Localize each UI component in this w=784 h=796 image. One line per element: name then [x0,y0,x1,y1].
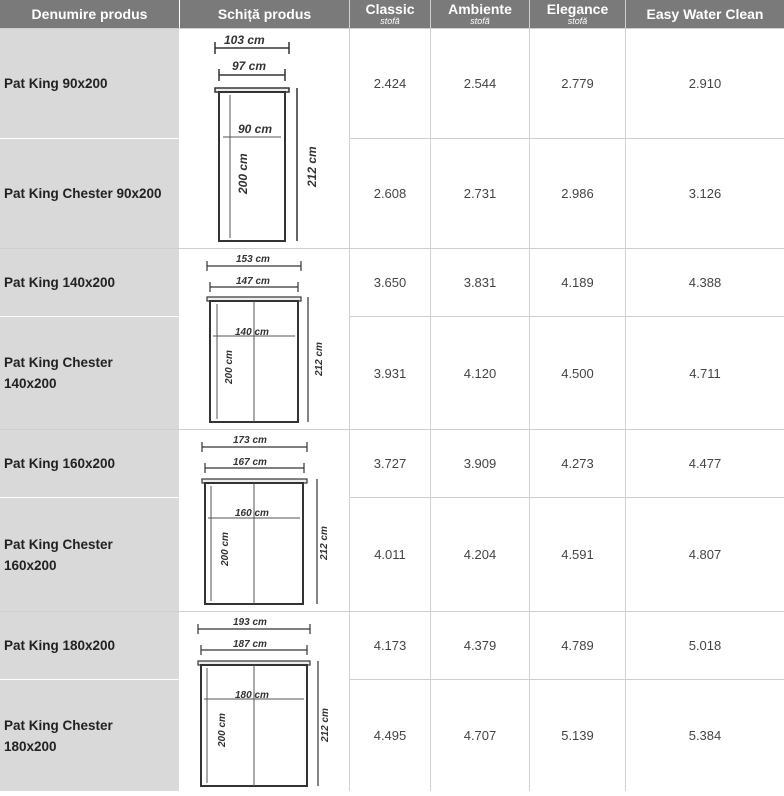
price-elegance: 5.139 [561,728,594,743]
product-name: Pat King 140x200 [0,249,179,316]
price-elegance: 2.779 [561,76,594,91]
price-elegance: 4.789 [561,638,594,653]
price-easy: 3.126 [688,186,722,201]
dim-outer: 173 cm [233,435,267,446]
price-ambiente: 3.909 [463,456,497,471]
dim-height: 212 cm [314,342,325,376]
row-divider [0,679,179,680]
dim-length: 200 cm [220,532,231,566]
header-ambiente [431,0,529,28]
header-name [0,0,179,28]
row-divider [0,611,784,612]
header-elegance-label: Elegance [546,0,609,17]
price-classic: 3.727 [373,456,407,471]
price-ambiente: 4.707 [463,728,497,743]
header-ambiente-label: Ambiente [448,0,512,17]
dim-top: 167 cm [233,457,267,468]
price-elegance: 4.591 [561,547,594,562]
header-classic-label: Classic [365,0,415,17]
price-elegance: 4.273 [561,456,594,471]
row-divider [0,497,179,498]
product-name: Pat King 160x200 [0,430,179,497]
dim-outer: 193 cm [233,617,267,628]
bed-sketch-drawing [180,430,349,611]
row-divider [350,316,784,317]
price-classic: 4.495 [373,728,407,743]
header-sketch [180,0,349,28]
price-easy: 4.807 [688,547,722,562]
price-easy: 4.477 [688,456,722,471]
price-ambiente: 4.379 [463,638,497,653]
row-divider [0,248,784,249]
dim-inner: 140 cm [235,327,269,338]
price-ambiente: 3.831 [463,275,497,290]
row-divider [0,28,784,29]
price-easy: 4.711 [689,365,721,381]
product-name: Pat King Chester 180x200 [0,680,179,791]
product-name: Pat King Chester 90x200 [0,139,179,248]
price-ambiente: 4.204 [463,547,497,562]
dim-length: 200 cm [217,713,228,747]
row-divider [0,429,784,430]
bed-sketch [180,249,349,429]
header-easy-water-clean [626,0,784,28]
price-elegance: 2.986 [561,186,594,201]
dim-top: 147 cm [236,276,270,287]
product-name: Pat King 90x200 [0,29,179,138]
bed-sketch [180,430,349,611]
product-name: Pat King 180x200 [0,612,179,679]
bed-sketch [180,29,349,248]
price-ambiente: 4.120 [463,365,497,381]
header-easy-label: Easy Water Clean [646,5,764,22]
product-name: Pat King Chester 160x200 [0,498,179,611]
dim-inner: 90 cm [238,122,273,136]
header-elegance [530,0,625,28]
price-classic: 4.011 [374,547,406,562]
header-ambiente-sub: stofă [470,15,490,26]
bed-sketch-drawing [180,612,349,791]
column-divider [625,0,626,791]
dim-inner: 180 cm [235,690,269,701]
dim-inner: 160 cm [235,508,269,519]
price-ambiente: 2.544 [463,76,497,91]
dim-height: 212 cm [320,708,331,742]
price-classic: 2.424 [373,76,407,91]
dim-height: 212 cm [305,146,319,187]
bed-sketch [180,612,349,791]
dim-length: 200 cm [236,153,250,194]
price-classic: 4.173 [373,638,407,653]
bed-sketch-drawing [180,29,349,248]
price-elegance: 4.189 [561,275,594,290]
price-classic: 3.931 [373,365,407,381]
dim-outer: 103 cm [224,33,265,47]
dim-top: 187 cm [233,639,267,650]
header-elegance-sub: stofă [567,15,588,26]
dim-height: 212 cm [319,526,330,560]
dim-outer: 153 cm [236,254,270,265]
header-sketch-label: Schiță produs [217,5,312,22]
price-ambiente: 2.731 [463,186,497,201]
header-classic-sub: stofă [380,15,400,26]
row-divider [350,679,784,680]
dim-length: 200 cm [224,350,235,384]
column-divider [430,0,431,791]
row-divider [350,138,784,139]
price-easy: 5.384 [688,728,722,743]
price-easy: 4.388 [688,275,722,290]
price-easy: 2.910 [688,76,722,91]
dim-top: 97 cm [232,59,267,73]
price-easy: 5.018 [688,638,722,653]
row-divider [0,138,179,139]
price-elegance: 4.500 [561,365,594,381]
product-name: Pat King Chester 140x200 [0,317,179,429]
header-classic [350,0,430,28]
header-name-label: Denumire produs [31,5,148,22]
price-classic: 3.650 [373,275,407,290]
row-divider [0,316,179,317]
column-divider [349,0,350,791]
price-classic: 2.608 [373,186,407,201]
bed-sketch-drawing [180,249,349,429]
row-divider [350,497,784,498]
column-divider [529,0,530,791]
